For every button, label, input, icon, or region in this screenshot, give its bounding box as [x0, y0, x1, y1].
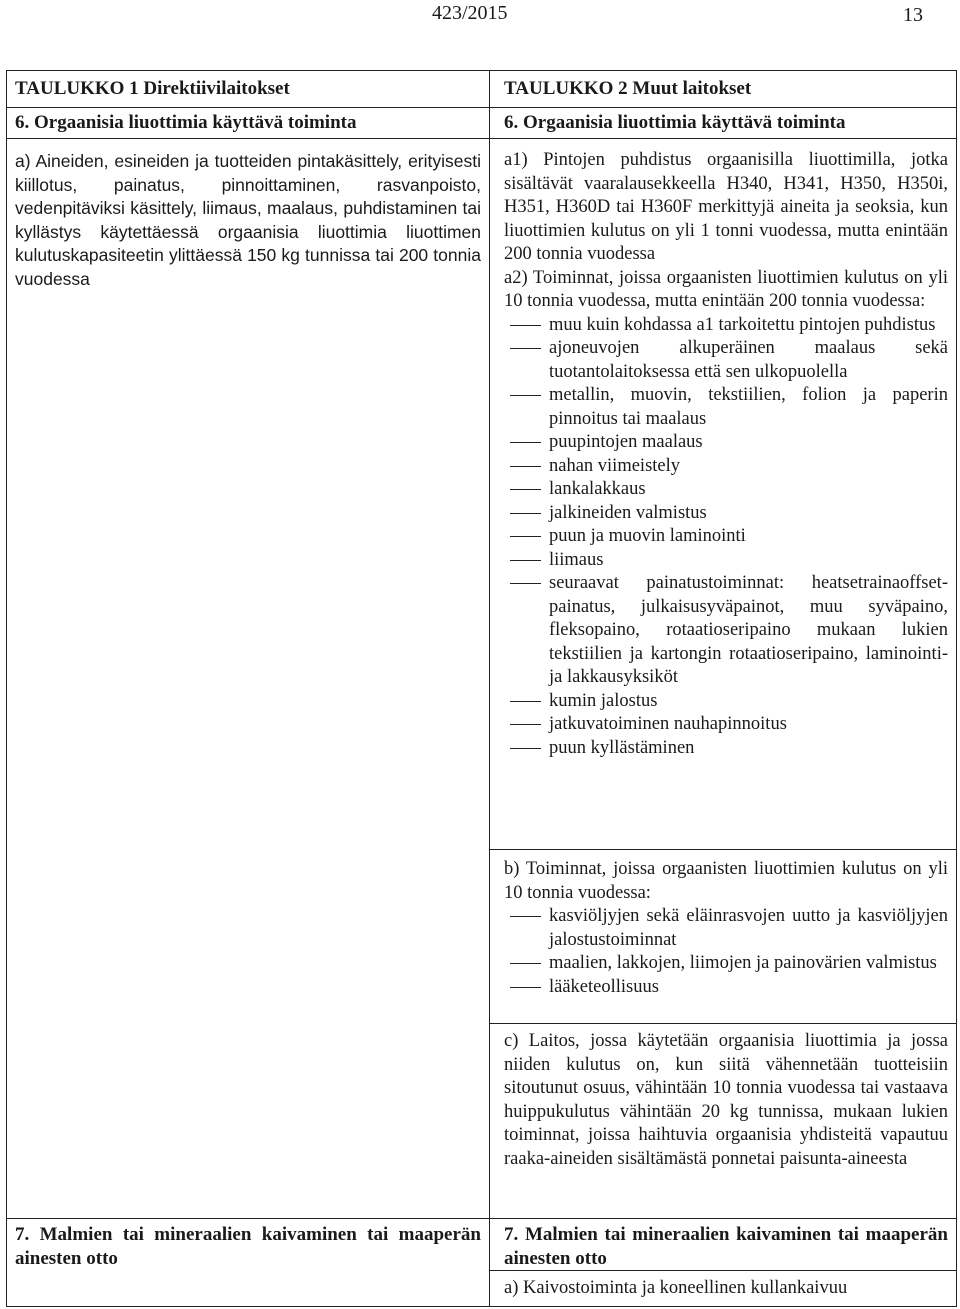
table2-item-a1: a1) Pintojen puhdistus orgaanisilla liuottimilla, jotka sisältävät vaaralausekkeella H340, H341, H350, H350i, H351, H360D tai H360F merkittyjä aineita ja seoksia, kun liuottimien kulutus on yli 1 tonni vuodessa, mutta enintään 200 tonnia vuodessa	[504, 150, 948, 264]
table2-item-7a: a) Kaivostoiminta ja koneellinen kullankaivuu	[504, 1278, 848, 1298]
table2-item-7a-row	[490, 1271, 956, 1308]
table1-section7-row	[7, 1218, 489, 1308]
document-number: 423/2015	[432, 2, 508, 24]
table2-section7-heading: 7. Malmien tai mineraalien kaivaminen tai maaperän ainesten otto	[504, 1224, 948, 1269]
list-item: lankalakkaus	[504, 478, 948, 502]
table2-section7-row	[490, 1218, 956, 1271]
table1-item-a-block	[15, 150, 481, 291]
page-header	[0, 0, 960, 60]
table2-item-a2: a2) Toiminnat, joissa orgaanisten liuottimien kulutus on yli 10 tonnia vuodessa, mutta enintään 200 tonnia vuodessa:	[504, 267, 948, 311]
table2-item-c: c) Laitos, jossa käytetään orgaanisia liuottimia ja jossa niiden kulutus on, kun siitä vähennetään tuotteisiin sitoutunut osuus, vähintään 10 tonnia vuodessa tai vastaava huippukulutus vähintään 20 kg tunnissa, mukaan lukien toiminnat, joissa haihtuvia orgaanisia yhdisteitä vapautuu raaka-aineiden sisältämästä ponnetai paisunta-aineesta	[504, 1031, 948, 1169]
table2-item-b: b) Toiminnat, joissa orgaanisten liuottimien kulutus on yli 10 tonnia vuodessa:	[504, 859, 948, 903]
list-item: puun kyllästäminen	[504, 737, 948, 761]
table1-section7-heading: 7. Malmien tai mineraalien kaivaminen tai maaperän ainesten otto	[15, 1224, 481, 1269]
list-item: jalkineiden valmistus	[504, 502, 948, 526]
table1-section6-row	[7, 108, 489, 139]
list-item: ajoneuvojen alkuperäinen maalaus sekä tuotantolaitoksessa että sen ulkopuolella	[504, 337, 948, 384]
table1-column	[7, 71, 490, 1306]
table1-title: TAULUKKO 1 Direktiivilaitokset	[15, 78, 290, 99]
list-item: kumin jalostus	[504, 690, 948, 714]
list-item: seuraavat painatustoiminnat: heatsetrainaoffset-painatus, julkaisusyväpainot, muu syväpaino, fleksopaino, rotaatioseripaino mukaan lukien tekstiilien ja kartongin rotaatioseripaino, laminointi- ja lakkausyksiköt	[504, 572, 948, 690]
table2-column	[490, 71, 956, 1306]
list-item: lääketeollisuus	[504, 976, 948, 1000]
table2-b-list	[504, 905, 948, 999]
table2-a2-list	[504, 314, 948, 761]
table2-item-b-block	[504, 858, 948, 999]
table2-item-a-block	[504, 149, 948, 760]
table2-item-a-row	[490, 139, 956, 850]
list-item: puupintojen maalaus	[504, 431, 948, 455]
list-item: muu kuin kohdassa a1 tarkoitettu pintojen puhdistus	[504, 314, 948, 338]
list-item: maalien, lakkojen, liimojen ja painovärien valmistus	[504, 952, 948, 976]
table2-item-b-row	[490, 850, 956, 1024]
list-item: metallin, muovin, tekstiilien, folion ja paperin pinnoitus tai maalaus	[504, 384, 948, 431]
table2-title-row	[490, 71, 956, 108]
table1-section7-block	[15, 1223, 481, 1270]
page-number: 13	[903, 4, 923, 26]
table2-item-c-block	[504, 1030, 948, 1171]
list-item: kasviöljyjen sekä eläinrasvojen uutto ja kasviöljyjen jalostustoiminnat	[504, 905, 948, 952]
list-item: nahan viimeistely	[504, 455, 948, 479]
table2-section7-block	[504, 1223, 948, 1270]
table2-title: TAULUKKO 2 Muut laitokset	[504, 78, 752, 99]
table2-section6-row	[490, 108, 956, 139]
table1-section6-heading: 6. Orgaanisia liuottimia käyttävä toiminta	[15, 112, 357, 133]
regulation-table	[6, 70, 957, 1307]
list-item: liimaus	[504, 549, 948, 573]
list-item: puun ja muovin laminointi	[504, 525, 948, 549]
table2-item-7a-block	[504, 1277, 948, 1301]
table1-title-row	[7, 71, 489, 108]
table2-section6-heading: 6. Orgaanisia liuottimia käyttävä toiminta	[504, 112, 846, 133]
table2-item-c-row	[490, 1024, 956, 1218]
list-item: jatkuvatoiminen nauhapinnoitus	[504, 713, 948, 737]
table1-item-a: a) Aineiden, esineiden ja tuotteiden pintakäsittely, erityisesti kiillotus, painatus, pinnoittaminen, rasvanpoisto, vedenpitäviksi käsittely, liimaus, maalaus, puhdistaminen tai kyllästys käytettäessä orgaanisia liuottimia liuottimen kulutuskapasiteetin ylittäessä 150 kg tunnissa tai 200 tonnia vuodessa	[15, 151, 481, 289]
